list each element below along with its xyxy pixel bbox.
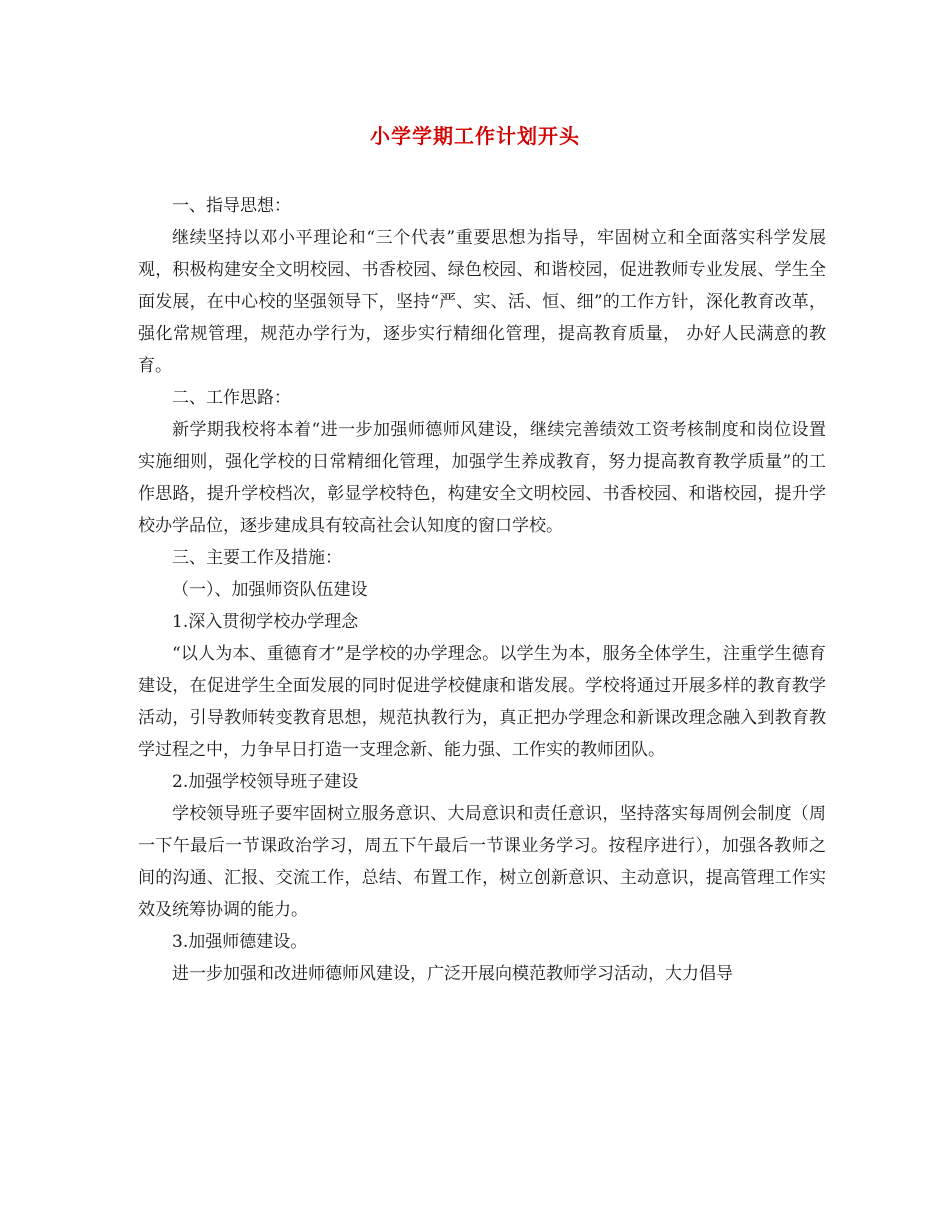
paragraph: 进一步加强和改进师德师风建设，广泛开展向模范教师学习活动，大力倡导 [172,964,733,984]
section-heading-main-tasks: 三、主要工作及措施： [172,548,342,568]
item-heading: 3.加强师德建设。 [172,932,308,952]
item-heading: 1.深入贯彻学校办学理念 [172,612,359,632]
paragraph: 学校领导班子要牢固树立服务意识、大局意识和责任意识，坚持落实每周例会制度（周一下午最后一节课政治学习，周五下午最后一节课业务学习。按程序进行），加强各教师之间的沟通、汇报、交流工作，总结、布置工作，树立创新意识、主动意识，提高管理工作实效及统筹协调的能力。 [138,804,826,920]
document-title: 小学学期工作计划开头 [370,124,580,148]
paragraph: “以人为本、重德育才”是学校的办学理念。以学生为本，服务全体学生，注重学生德育建设，在促进学生全面发展的同时促进学校健康和谐发展。学校将通过开展多样的教育教学活动，引导教师转变教育思想，规范执教行为，真正把办学理念和新课改理念融入到教育教学过程之中，力争早日打造一支理念新、能力强、工作实的教师团队。 [138,644,826,760]
subsection-heading: （一）、加强师资队伍建设 [172,580,368,600]
paragraph: 继续坚持以邓小平理论和“三个代表”重要思想为指导，牢固树立和全面落实科学发展观，积极构建安全文明校园、书香校园、绿色校园、和谐校园，促进教师专业发展、学生全面发展，在中心校的坚强领导下，坚持“严、实、活、恒、细”的工作方针，深化教育改革，强化常规管理，规范办学行为，逐步实行精细化管理，提高教育质量， 办好人民满意的教育。 [138,228,826,376]
paragraph: 新学期我校将本着“进一步加强师德师风建设，继续完善绩效工资考核制度和岗位设置实施细则，强化学校的日常精细化管理，加强学生养成教育，努力提高教育教学质量”的工作思路，提升学校档次，彰显学校特色，构建安全文明校园、书香校园、和谐校园，提升学校办学品位，逐步建成具有较高社会认知度的窗口学校。 [138,420,826,536]
section-heading-guiding-ideology: 一、指导思想： [172,196,291,216]
section-heading-work-approach: 二、工作思路： [172,388,291,408]
document-body [138,190,826,990]
item-heading: 2.加强学校领导班子建设 [172,772,359,792]
